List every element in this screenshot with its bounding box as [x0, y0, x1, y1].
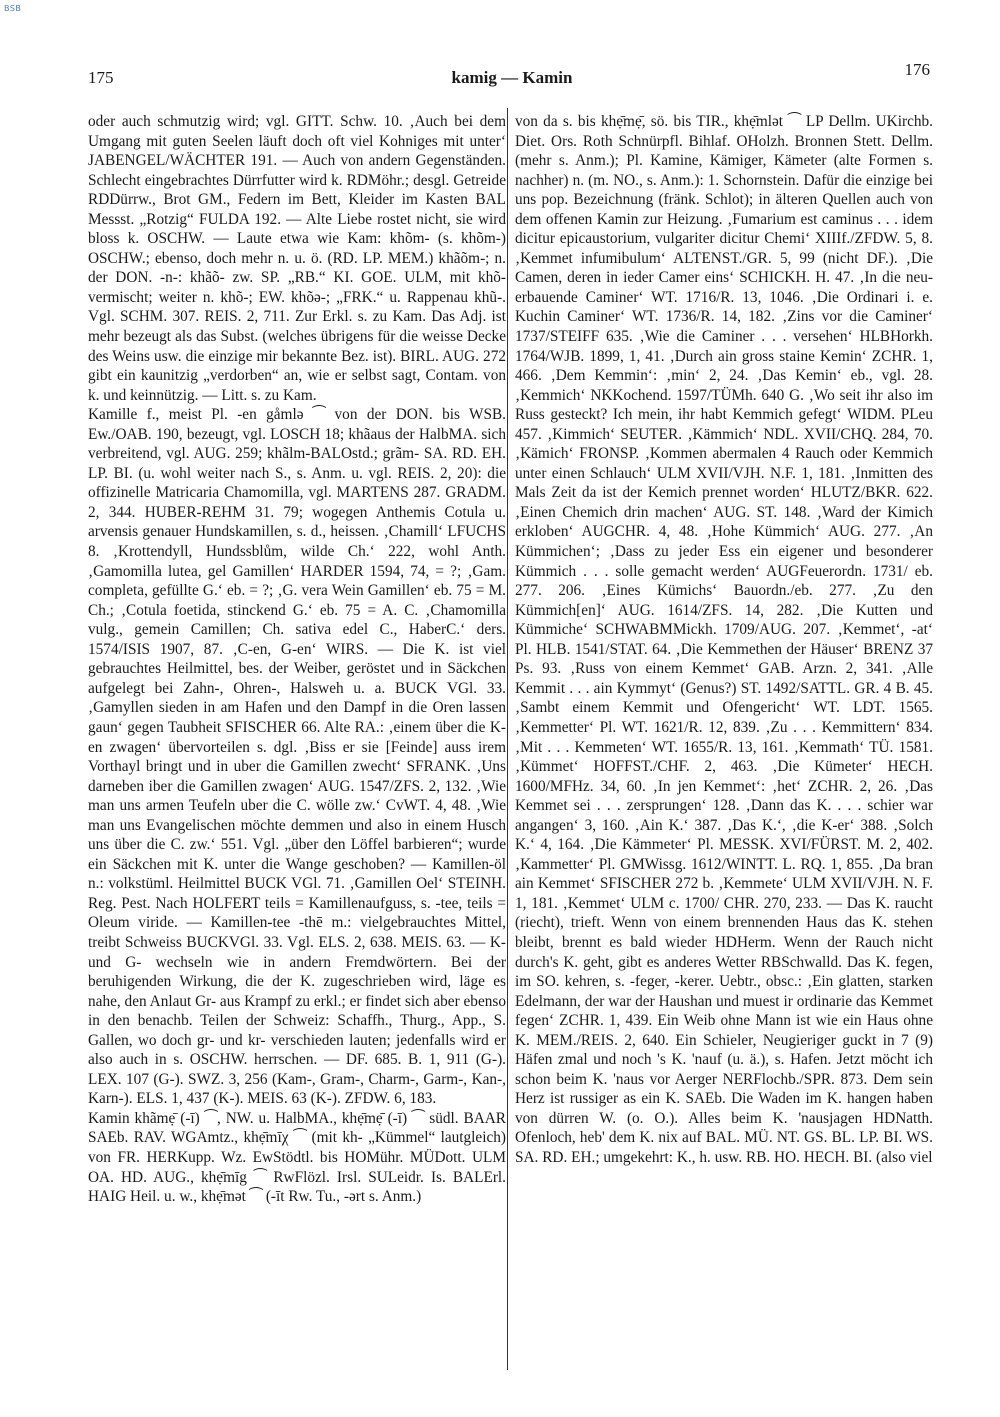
entry-kamig-continued: oder auch schmutzig wird; vgl. GITT. Schw. 10. ‚Auch bei dem Umgang mit guten Seelen läuft doch oft viel Kohniges mit unter‘ JABENGEL/WÄCHTER 191. — Auch von andern Gegenständen. Schlecht eingebrachtes Dürrfutter wird k. RDMöhr.; desgl. Getreide RDDürrw., Brot GM., Federn im Bett, Kleider im Kasten BAL Messst. „Rotzig“ FULDA 192. — Alte Liebe rostet nicht, sie wird bloss k. OSCHW. — Laute etwa wie Kam: khõm- (s. khõm-) OSCHW.; ebenso, doch mehr n. u. ö. (RD. LP. MEM.) khãõm-; n. der DON. -n-: khãõ- zw. SP. „RB.“ KI. GOE. ULM, mit khõ- vermischt; weiter n. khõ-; EW. khõə-; „FRK.“ u. Rappenau khũ-. Vgl. SCHM. 307. REIS. 2, 711. Zur Erkl. s. zu Kam. Das Adj. ist mehr bezeugt als das Subst. (welches übrigens für die weisse Decke des Weins usw. die einzige mir bekannte Bez. ist). BIRL. AUG. 272 gibt ein kaunitzig „verdorben“ an, wie er selbst sagt, Contam. von k. und keinnützig. — Litt. s. zu Kam. [88, 113, 506, 404]
page-number-right: 176 [904, 60, 930, 79]
column-divider [507, 108, 508, 1370]
entry-kamin-start: Kamin khãmẹ̄ (-ī) ⁀, NW. u. HalbMA., khẹ̄mẹ̄ (-ī) ⁀ südl. BAAR SAEb. RAV. WGAmtz., khẹ̄mīχ ⁀ (mit kh- „Kümmel“ lautgleich) von FR. HERKupp. Wz. EwStödtl. bis HOMühr. MÜDott. ULM OA. HD. AUG., khẹ̄mīg ⁀ RwFlözl. Irsl. SULeidr. Is. BALErl. HAIG Heil. u. w., khẹ̄mət ⁀ (-īt Rw. Tu., -ərt s. Anm.) [88, 1109, 506, 1206]
right-column [515, 112, 933, 1367]
page-number-left: 175 [88, 68, 114, 87]
library-stamp: BSB [4, 4, 22, 13]
entry-kamin-continued: von da s. bis khẹ̄mẹ̄, sö. bis TIR., khẹ̄mlət ⁀ LP Dellm. UKirchb. Diet. Ors. Roth Schnürpfl. Bihlaf. OHolzh. Bronnen Stett. Dellm. (mehr s. Anm.); Pl. Kaminе, Kämiger, Kämeter (alte Formen s. nachher) n. (m. NO., s. Anm.): 1. Schornstein. Dafür die einzige bei uns pop. Bezeichnung (fränk. Schlot); in älteren Quellen auch von dem offenen Kamin zur Heizung. ‚Fumarium est caminus . . . idem dicitur epicaustorium, vulgariter dicitur Chemi‘ XIIIf./ZFDW. 5, 8. ‚Kemmet infumibulum‘ ALTENST./GR. 5, 99 (nicht DF.). ‚Die Camen, deren in ieder Camer eins‘ SCHICKH. H. 47. ‚In die neu-erbauende Caminer‘ WT. 1716/R. 13, 1046. ‚Die Ordinari i. e. Kuchin Caminer‘ WT. 1736/R. 14, 182. ‚Zins vor die Caminer‘ 1737/STEIFF 635. ‚Wie die Caminer . . . versehen‘ HLBHorkh. 1764/WJB. 1899, 1, 41. ‚Durch ain gross staine Kemin‘ ZCHR. 1, 466. ‚Dem Kemmin‘: ‚min‘ 2, 24. ‚Das Kemin‘ eb., vgl. 28. ‚Kemmich‘ NKKochend. 1597/TÜMh. 640 G. ‚Wo seit ihr also im Russ gesteckt? Ich mein, ihr habt Kemmich gefegt‘ WIDM. PLeu 457. ‚Kimmich‘ SEUTER. ‚Kämmich‘ NDL. XVII/CHQ. 284, 70. ‚Kämich‘ FRONSP. ‚Kommen abermalen 4 Rauch oder Kemmich unter einen Schlauch‘ ULM XVII/VJH. N.F. 1, 181. ‚Inmitten des Mals Zeit da ist der Kemich prennet worden‘ HLUTZ/BKR. 622. ‚Einen Chemich drin machen‘ AUG. ST. 148. ‚Ward der Kimich erkloben‘ AUGCHR. 4, 48. ‚Hohe Kümmich‘ AUG. 277. ‚An Kümmichen‘; ‚Dass zu jeder Ess ein eigener und besonderer Kümmich . . . solle gemacht werden‘ AUGFeuerordn. 1731/ eb. 277. 206. ‚Eines Kümichs‘ Bauordn./eb. 277. ‚Zu den Kümmich[en]‘ AUG. 1614/ZFS. 14, 282. ‚Die Kutten und Kümmiche‘ SCHWABMMickh. 1709/AUG. 207. ‚Kemmet‘, -at‘ Pl. HLB. 1541/STAT. 64. ‚Die Kemmethen der Häuser‘ BRENZ 37 Ps. 93. ‚Russ von einem Kemmet‘ GAB. Arzn. 2, 341. ‚Alle Kemmit . . . ain Kymmyt‘ (Genus?) ST. 1492/SATTL. GR. 4 B. 45. ‚Sambt einem Kemmit und Ofengericht‘ WT. LDT. 1565. ‚Kemmetter‘ Pl. WT. 1621/R. 12, 839. ‚Zu . . . Kemmittern‘ 834. ‚Mit . . . Kemmeten‘ WT. 1655/R. 13, 161. ‚Kemmath‘ TÜ. 1581. ‚Kümmet‘ HOFFST./CHF. 2, 463. ‚Die Kümeter‘ HECH. 1600/MFHz. 34, 60. ‚In jen Kemmet‘: ‚het‘ ZCHR. 2, 26. ‚Das Kemmet sei . . . zersprungen‘ 128. ‚Dann das K. . . . schier war angangen‘ 3, 160. ‚Ain K.‘ 387. ‚Das K.‘, ‚die K-er‘ 388. ‚Solch K.‘ 4, 164. ‚Die Kämmeter‘ Pl. MESSK. XVI/FÜRST. M. 2, 402. ‚Kammetter‘ Pl. GMWissg. 1612/WINTT. L. RQ. 1, 855. ‚Da bran ain Kemmet‘ SFISCHER 272 b. ‚Kemmete‘ ULM XVII/VJH. N. F. 1, 181. ‚Kemmet‘ ULM c. 1700/ CHR. 270, 233. — Das K. raucht (riecht), trieft. Wenn von einem brennenden Haus das K. stehen bleibt, brennt es bald wieder HDHerm. Wenn der Rauch nicht durch's K. geht, gibt es anderes Wetter RBSchwalld. Das K. fegen, im SO. kehren, s. -feger, -kerer. Uebtr., obsc.: ‚Ein glatten, starken Edelmann, der war der Haushan und muest ir ordinarie das Kemmet fegen‘ ZCHR. 1, 439. Ein Weib ohne Mann ist wie ein Haus ohne K. MEM./REIS. 2, 640. Ein Schieler, Neugieriger guckt in 7 (9) Häfen zmal und noch 's K. 'nauf (u. ä.), s. Hafen. Jetzt möcht ich schon beim K. 'naus vor Aerger NERFlochb./SPR. 873. Dem sein Herz ist russiger as ein K. SAEb. Die Waden im K. hangen haben von dürren W. (o. O.). Alles beim K. 'nausjagen HDNatth. Ofenloch, heb' dem K. nix auf BAL. MÜ. NT. GS. BL. LP. BI. WS. SA. RD. EH.; umgekehrt: K., h. usw. RB. HO. HECH. BI. (also viel [515, 113, 933, 1166]
page-header [88, 60, 936, 90]
entry-kamille: Kamille f., meist Pl. -en gåmlə ⁀ von der DON. bis WSB. Ew./OAB. 190, bezeugt, vgl. LOSCH 18; khãaus der HalbMA. sich verbreitend, vgl. AUG. 259; khãlm-BALOstd.; grãm- SA. RD. EH. LP. BI. (u. wohl weiter nach S., s. Anm. u. vgl. REIS. 2, 20): die offizinelle Matricaria Chamomilla, vgl. MARTENS 287. GRADM. 2, 344. HUBER-REHM 31. 79; wogegen Anthemis Cotula u. arvensis genauer Hundskamillen, s. d., heissen. ‚Chamill‘ LFUCHS 8. ‚Krottendyll, Hundssblům, wilde Ch.‘ 222, wohl Anth. ‚Gamomilla lutea, gel Gamillen‘ HARDER 1594, 74, = ?; ‚Gam. completa, gefüllte G.‘ eb. = ?; ‚G. vera Wein Gamillen‘ eb. 75 = M. Ch.; ‚Cotula foetida, stinckend G.‘ eb. 75 = A. C. ‚Chamomilla vulg., gemein Camillen; Ch. sativa edel C., HaberC.‘ ders. 1574/ISIS 1907, 87. ‚C-en, G-en‘ WIRS. — Die K. ist viel gebrauchtes Heilmittel, bes. der Weiber, geröstet und in Säckchen aufgelegt bei Zahn-, Ohren-, Halsweh u. a. BUCK VGl. 33. ‚Gamyllen sieden in am Hafen und den Dampf in die Oren lassen gaun‘ gegen Taubheit SFISCHER 66. Alte RA.: ‚einem über die K-en zwagen‘ übervorteilen s. dgl. ‚Biss er sie [Feinde] auss irem Vorthayl bringt und in uber die Gamillen zwecht‘ SFRANK. ‚Uns darneben iber die Gamillen zwagen‘ AUG. 1547/ZFS. 2, 132. ‚Wie man uns armen Teufeln uber die C. wölle zw.‘ CvWT. 4, 48. ‚Wie man uns Evangelischen möchte demmen und also in einem Husch uns über die C. zw.‘ 551. Vgl. „über den Löffel barbieren“; wurde ein Säckchen mit K. unter die Wange geschoben? — Kamillen-öl n.: volkstüml. Heilmittel BUCK VGl. 71. ‚Gamillen Oel‘ STEINH. Reg. Pest. Nach HOLFERT teils = Kamillenaufguss, s. -tee, teils = Oleum viride. — Kamillen-tee -thē m.: vielgebrauchtes Mittel, treibt Schweiss BUCKVGl. 33. Vgl. ELS. 2, 638. MEIS. 63. — K- und G- wechseln wie in andern Fremdwörtern. Bei der beruhigenden Wirkung, die der K. zugeschrieben wird, läge es nahe, den Anlaut Gr- aus Krampf zu erkl.; er findet sich aber ebenso in den benachb. Teilen der Schweiz: Schaffh., Thurg., App., S. Gallen, wo doch gr- und kr- verschieden lauten; jedenfalls wird er also auch in s. OSCHW. herrschen. — DF. 685. B. 1, 911 (G-). LEX. 107 (G-). SWZ. 3, 256 (Kam-, Gram-, Charm-, Garm-, Kan-, Karn-). ELS. 1, 437 (K-). MEIS. 63 (K-). ZFDW. 6, 183. [88, 406, 506, 1108]
running-title: kamig — Kamin [451, 68, 573, 87]
left-column [88, 112, 506, 1367]
